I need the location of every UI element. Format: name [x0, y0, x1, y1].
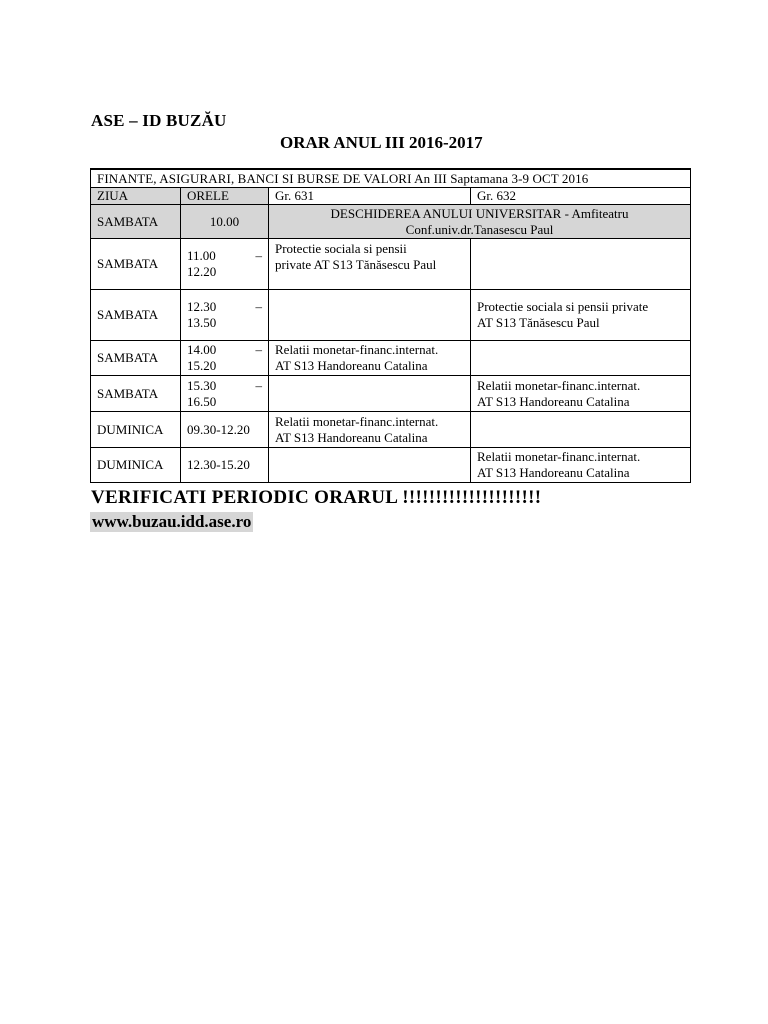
gr631-course: Relatii monetar-financ.internat.	[275, 342, 439, 357]
time-end: 13.50	[187, 315, 217, 330]
row-day: DUMINICA	[91, 448, 181, 483]
column-header-gr632: Gr. 632	[471, 188, 691, 205]
row-time: 12.30-15.20	[181, 448, 269, 483]
verify-notice: VERIFICATI PERIODIC ORARUL !!!!!!!!!!!!!!!!!!!!!	[91, 487, 542, 508]
gr632-cell	[471, 448, 691, 483]
row-day: SAMBATA	[91, 239, 181, 290]
time-dash: –	[255, 248, 262, 263]
gr631-room-teacher: private AT S13 Tănăsescu Paul	[275, 257, 437, 272]
table-row	[91, 290, 691, 341]
gr632-room-teacher: AT S13 Handoreanu Catalina	[477, 465, 630, 480]
schedule-title: ORAR ANUL III 2016-2017	[280, 133, 483, 152]
gr631-room-teacher: AT S13 Handoreanu Catalina	[275, 429, 428, 445]
column-header-row	[91, 188, 691, 205]
time-dash: –	[255, 342, 262, 357]
schedule-banner-row	[91, 169, 691, 188]
gr632-room-teacher: AT S13 Tănăsescu Paul	[477, 315, 600, 330]
gr631-course: Relatii monetar-financ.internat.	[275, 413, 439, 429]
row-time: 09.30-12.20	[181, 412, 269, 448]
schedule-banner: FINANTE, ASIGURARI, BANCI SI BURSE DE VALORI An III Saptamana 3-9 OCT 2016	[91, 169, 691, 188]
time-dash: –	[255, 377, 262, 393]
institution-heading: ASE – ID BUZĂU	[91, 111, 227, 130]
gr632-room-teacher: AT S13 Handoreanu Catalina	[477, 393, 630, 409]
row-day: SAMBATA	[91, 376, 181, 412]
gr631-cell	[269, 341, 471, 376]
time-end: 16.50	[187, 393, 217, 409]
row-time	[181, 239, 269, 290]
gr631-cell	[269, 290, 471, 341]
time-start: 15.30	[187, 377, 217, 393]
gr632-course: Protectie sociala si pensii private	[477, 299, 649, 314]
event-row	[91, 205, 691, 239]
gr631-cell	[269, 412, 471, 448]
gr631-room-teacher: AT S13 Handoreanu Catalina	[275, 358, 428, 373]
column-header-gr631: Gr. 631	[269, 188, 471, 205]
time-start: 12.30	[187, 299, 217, 314]
table-row	[91, 341, 691, 376]
table-row	[91, 239, 691, 290]
row-day: SAMBATA	[91, 341, 181, 376]
gr631-course: Protectie sociala si pensii	[275, 241, 407, 256]
event-day: SAMBATA	[91, 205, 181, 239]
time-start: 11.00	[187, 248, 216, 263]
event-host: Conf.univ.dr.Tanasescu Paul	[405, 221, 554, 237]
row-time	[181, 341, 269, 376]
time-dash: –	[255, 299, 262, 314]
gr632-cell	[471, 412, 691, 448]
gr632-course: Relatii monetar-financ.internat.	[477, 377, 641, 393]
gr631-cell	[269, 376, 471, 412]
gr632-cell	[471, 376, 691, 412]
event-title: DESCHIDEREA ANULUI UNIVERSITAR - Amfiteatru	[330, 205, 629, 221]
event-time: 10.00	[181, 205, 269, 239]
column-header-day: ZIUA	[91, 188, 181, 205]
time-end: 12.20	[187, 264, 217, 279]
website-link[interactable]: www.buzau.idd.ase.ro	[92, 512, 252, 531]
column-header-hours: ORELE	[181, 188, 269, 205]
table-row	[91, 412, 691, 448]
gr632-cell	[471, 290, 691, 341]
time-end: 15.20	[187, 358, 217, 373]
row-day: DUMINICA	[91, 412, 181, 448]
time-start: 14.00	[187, 342, 217, 357]
table-row	[91, 448, 691, 483]
row-time	[181, 376, 269, 412]
schedule-table	[90, 168, 691, 483]
gr631-cell	[269, 448, 471, 483]
row-time	[181, 290, 269, 341]
gr631-cell	[269, 239, 471, 290]
row-day: SAMBATA	[91, 290, 181, 341]
gr632-cell	[471, 239, 691, 290]
event-description	[269, 205, 691, 239]
table-row	[91, 376, 691, 412]
gr632-cell	[471, 341, 691, 376]
gr632-course: Relatii monetar-financ.internat.	[477, 449, 641, 464]
